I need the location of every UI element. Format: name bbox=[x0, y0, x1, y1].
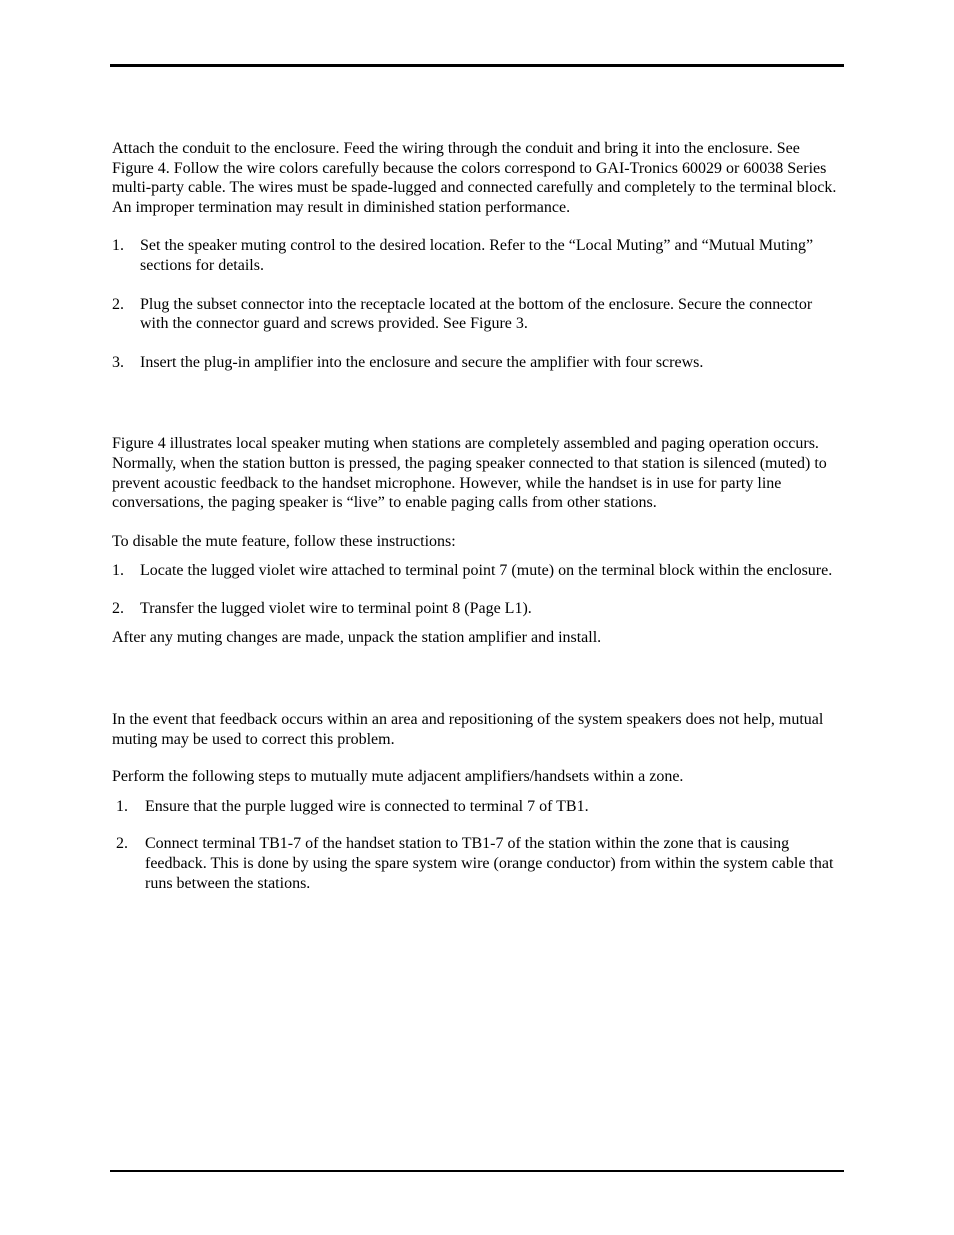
step-number: 2. bbox=[112, 599, 124, 617]
local-muting-outro: After any muting changes are made, unpack the station amplifier and install. bbox=[112, 628, 602, 646]
footer-rule bbox=[110, 1170, 844, 1172]
step-text: Connect terminal TB1-7 of the handset station to TB1-7 of the station within the zone that is causing feedback. This is done by using the spare system wire (orange conductor) from within the system cable that runs between the stations. bbox=[145, 835, 834, 892]
local-muting-steps bbox=[112, 561, 842, 618]
list-item bbox=[112, 353, 842, 373]
step-number: 2. bbox=[116, 835, 128, 853]
step-number: 1. bbox=[112, 237, 124, 255]
local-muting-paragraph: Figure 4 illustrates local speaker muting when stations are completely assembled and paging operation occurs. Normally, when the station button is pressed, the paging speaker connected to that station is silenced (muted) to prevent acoustic feedback to the handset microphone. However, while the handset is in use for party line conversations, the paging speaker is “live” to enable paging calls from other stations. bbox=[112, 435, 827, 512]
step-number: 1. bbox=[112, 562, 124, 580]
installation-paragraph: Attach the conduit to the enclosure. Feed the wiring through the conduit and bring it into the enclosure. See Figure 4. Follow the wire colors carefully because the colors correspond to GAI-Tronics 60029 or 60038 Series multi-party cable. The wires must be spade-lugged and connected carefully and completely to the terminal block. An improper termination may result in diminished station performance. bbox=[112, 140, 837, 216]
step-text: Insert the plug-in amplifier into the enclosure and secure the amplifier with four screws. bbox=[140, 353, 704, 371]
step-text: Plug the subset connector into the receptacle located at the bottom of the enclosure. Secure the connector with the connector guard and screws provided. See Figure 3. bbox=[140, 295, 813, 333]
step-text: Set the speaker muting control to the desired location. Refer to the “Local Muting” and “Mutual Muting” sections for details. bbox=[140, 237, 814, 274]
mutual-muting-intro: Perform the following steps to mutually mute adjacent amplifiers/handsets within a zone. bbox=[112, 768, 684, 786]
step-text: Locate the lugged violet wire attached to terminal point 7 (mute) on the terminal block within the enclosure. bbox=[140, 562, 833, 580]
header-rule bbox=[110, 64, 844, 67]
mutual-muting-steps bbox=[112, 797, 842, 893]
list-item bbox=[112, 561, 842, 581]
list-item bbox=[112, 599, 842, 619]
page-content bbox=[112, 139, 842, 893]
step-text: Transfer the lugged violet wire to terminal point 8 (Page L1). bbox=[140, 599, 532, 617]
local-muting-intro: To disable the mute feature, follow these instructions: bbox=[112, 532, 456, 550]
step-number: 1. bbox=[116, 797, 128, 815]
list-item bbox=[112, 236, 842, 275]
step-text: Ensure that the purple lugged wire is connected to terminal 7 of TB1. bbox=[145, 797, 589, 815]
installation-steps bbox=[112, 236, 842, 372]
list-item bbox=[112, 797, 842, 817]
step-number: 3. bbox=[112, 353, 124, 371]
mutual-muting-paragraph: In the event that feedback occurs within an area and repositioning of the system speakers does not help, mutual muting may be used to correct this problem. bbox=[112, 711, 824, 748]
step-number: 2. bbox=[112, 295, 124, 313]
list-item bbox=[112, 834, 842, 893]
list-item bbox=[112, 295, 842, 334]
